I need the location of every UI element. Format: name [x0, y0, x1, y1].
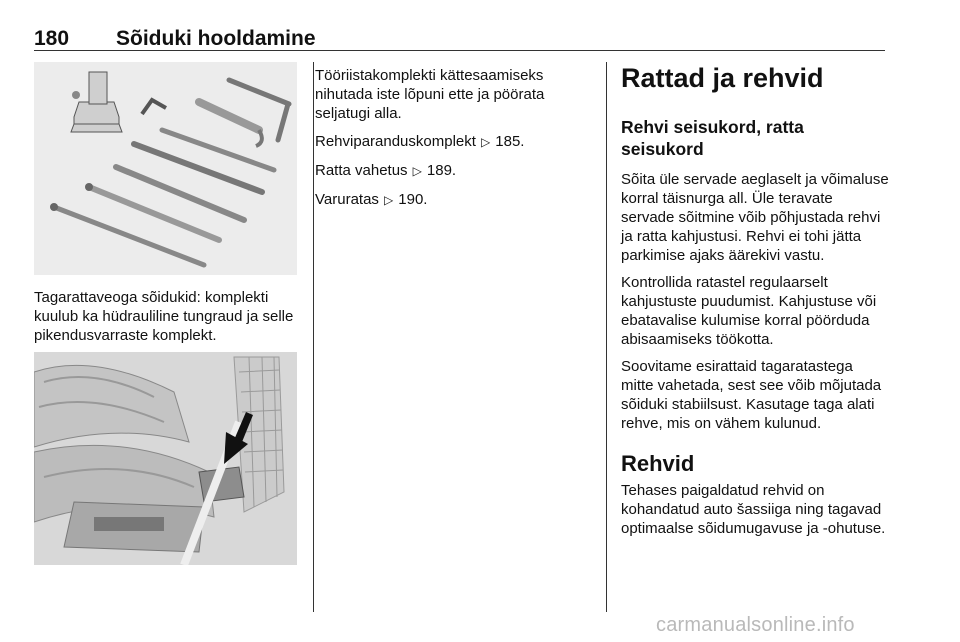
reference-spare-wheel: Varuratas ▷ 190.	[315, 191, 428, 208]
column-divider-2	[606, 62, 607, 612]
right-column	[621, 62, 889, 546]
tyre-condition-paragraph-2: Kontrollida ratastel regulaarselt kahjustuste puudumist. Kahjustuse või ebatavalise kulumise korral pöörduda abisaamiseks töökotta.	[621, 274, 877, 348]
reference-spare-wheel-link[interactable]: 190.	[398, 191, 428, 208]
tyre-condition-paragraph-3: Soovitame esirattaid tagaratastega mitte vahetada, sest see võib mõjutada sõiduki stabiilsust. Kasutage taga alati rehve, mis on vähem kulunud.	[621, 358, 882, 432]
watermark: carmanualsonline.info	[656, 614, 855, 636]
tyres-heading: Rehvid	[621, 451, 695, 476]
tyre-condition-paragraph-1: Sõita üle servade aeglaselt ja võimaluse korral täisnurga all. Üle teravate servade sõitmine võib põhjustada rehvi ja ratta kahjustusi. Rehvi ei tohi jätta parkimise ajaks äärekivi vastu.	[621, 171, 889, 264]
section-title: Rattad ja rehvid	[621, 63, 824, 93]
reference-wheel-change-link[interactable]: 189.	[426, 162, 457, 179]
middle-column	[315, 66, 590, 219]
page-number: 180	[34, 27, 70, 50]
page-reference-icon: ▷	[480, 135, 491, 149]
tyres-paragraph: Tehases paigaldatud rehvid on kohandatud auto šassiiga ning tagavad optimaalse sõidumugavuse ja -ohutuse.	[621, 482, 886, 537]
reference-tyre-repair: Rehviparanduskomplekt ▷ 185.	[315, 133, 525, 150]
chapter-title: Sõiduki hooldamine	[116, 27, 316, 50]
figure-caption: Tagarattaveoga sõidukid: komplekti kuulub ka hüdrauliline tungraud ja selle pikendusvarraste komplekt.	[34, 289, 294, 344]
seat-storage-figure	[34, 352, 297, 565]
seat-storage-illustration-icon	[34, 352, 297, 565]
tool-kit-figure	[34, 62, 297, 275]
page-reference-icon: ▷	[412, 164, 422, 178]
reference-tyre-repair-link[interactable]: 185.	[495, 133, 525, 150]
header-rule	[34, 50, 885, 51]
subsection-title: Rehvi seisukord, ratta seisukord	[621, 117, 804, 159]
reference-wheel-change: Ratta vahetus ▷ 189.	[315, 162, 457, 179]
page-reference-icon: ▷	[383, 193, 394, 207]
tool-kit-illustration-icon	[34, 62, 297, 275]
tool-kit-paragraph: Tööriistakomplekti kättesaamiseks nihutada iste lõpuni ette ja pöörata seljatugi alla.	[315, 67, 545, 122]
column-divider-1	[313, 62, 314, 612]
